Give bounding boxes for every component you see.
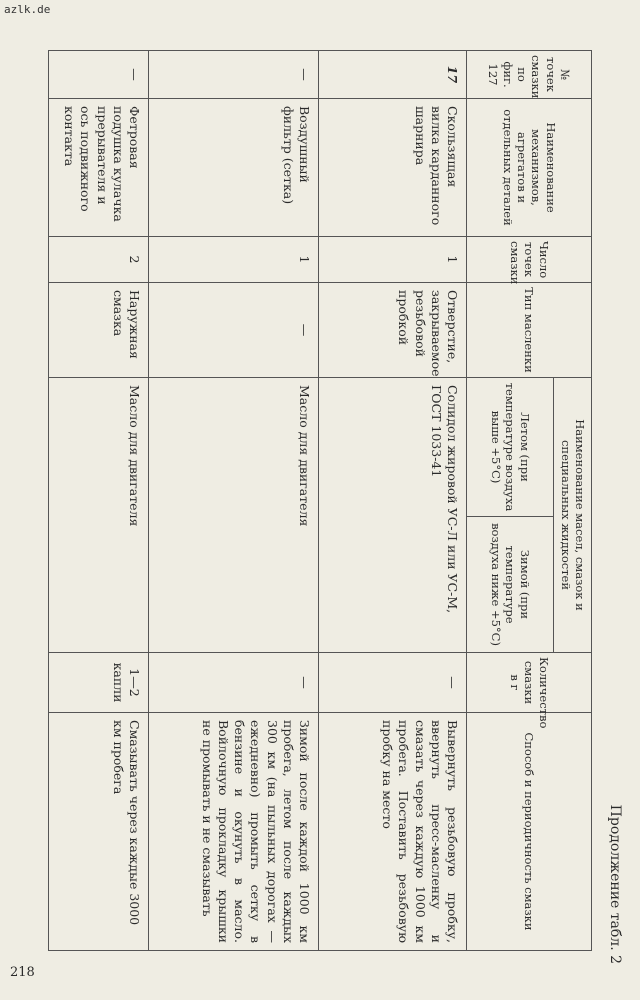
point-no: — xyxy=(49,51,149,99)
oiler-type: Отверстие, закрываемое резьбовой пробкой xyxy=(319,283,467,378)
part-name: Скользящая вилка карданного шарнира xyxy=(319,99,467,237)
point-no: 17 xyxy=(319,51,467,99)
table-row xyxy=(319,51,467,951)
lubricant: Солидол жировой УС-Л или УС-М, ГОСТ 1033-41 xyxy=(319,378,467,653)
header-point-no: № точек смазки по фиг. 127 xyxy=(467,51,592,99)
header-summer: Летом (при температуре воздуха выше +5°С) xyxy=(467,378,554,517)
part-name: Воздушный фильтр (сетка) xyxy=(149,99,319,237)
header-name: Наименование механизмов, агрегатов и отдельных деталей xyxy=(467,99,592,237)
page-number: 218 xyxy=(10,965,35,980)
lubricant: Масло для двигателя xyxy=(49,378,149,653)
oiler-type: Наружная смазка xyxy=(49,283,149,378)
header-row xyxy=(554,51,592,951)
point-no: — xyxy=(149,51,319,99)
point-count: 1 xyxy=(319,237,467,283)
lubrication-table xyxy=(48,50,592,951)
header-method: Способ и периодичность смазки xyxy=(467,713,592,951)
method: Вывернуть резьбовую пробку, ввернуть пресс-масленку и смазать через каждую 1000 км пробега. Поставить резьбовую пробку на место xyxy=(319,713,467,951)
oiler-type: — xyxy=(149,283,319,378)
header-oiler: Тип масленки xyxy=(467,283,592,378)
quantity: — xyxy=(319,653,467,713)
table-row xyxy=(49,51,149,951)
header-count: Число точек смазки xyxy=(467,237,592,283)
point-count: 1 xyxy=(149,237,319,283)
header-lubricants: Наименование масел, смазок и специальных жидкостей xyxy=(554,378,592,653)
table-row xyxy=(149,51,319,951)
part-name: Фетровая подушка кулачка прерывателя и ось подвижного контакта xyxy=(49,99,149,237)
method: Смазывать через каждые 3000 км пробега xyxy=(49,713,149,951)
header-qty: Количество смазки в г xyxy=(467,653,592,713)
quantity: 1—2 капли xyxy=(49,653,149,713)
header-winter: Зимой (при температуре воздуха ниже +5°С) xyxy=(467,517,554,653)
quantity: — xyxy=(149,653,319,713)
lubricant: Масло для двигателя xyxy=(149,378,319,653)
site-watermark: azlk.de xyxy=(4,3,51,16)
method: Зимой после каждой 1000 км пробега, летом после каждых 300 км (на пыльных дорогах — ежедневно) промыть сетку в бензине и окунуть в масло. Войлочную прокладку крышки не промывать и не смазывать xyxy=(149,713,319,951)
point-count: 2 xyxy=(49,237,149,283)
table-continuation-title: Продолжение табл. 2 xyxy=(607,804,623,964)
